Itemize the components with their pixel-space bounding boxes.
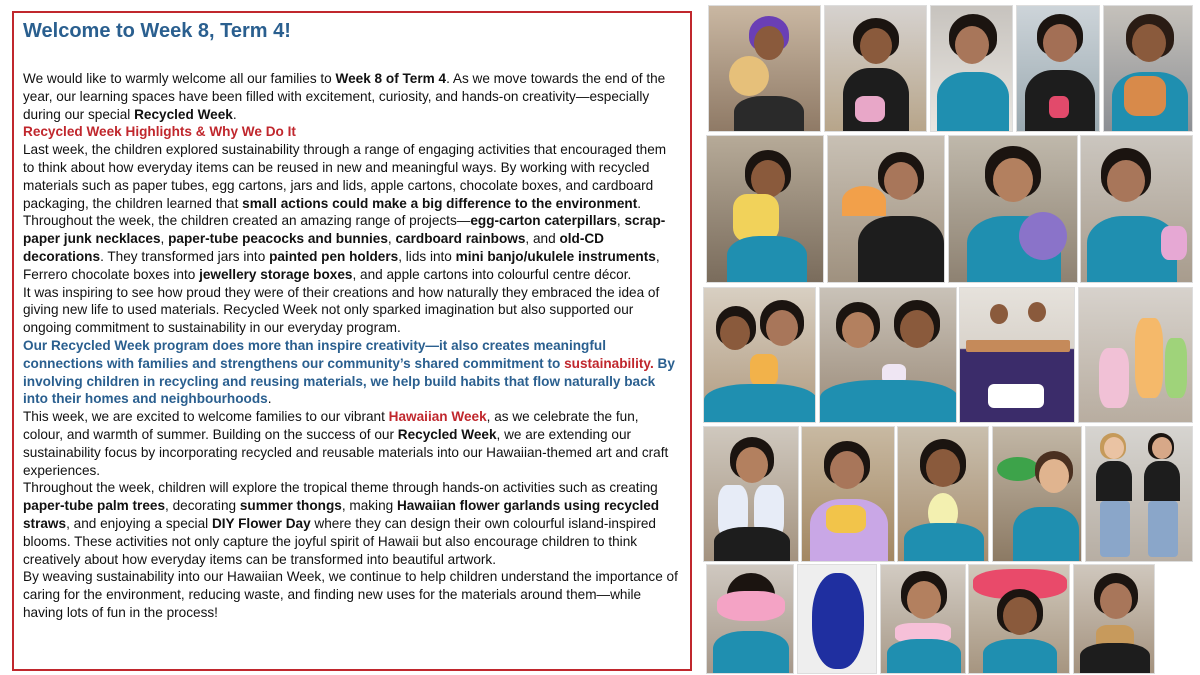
intro-paragraph: We would like to warmly welcome all our families to Week 8 of Term 4. As we move towards the end of the year, our learning spaces have been filled with excitement, curiosity, and hands-on creativity—especially during our special Recycled Week. — [23, 71, 666, 122]
photo-child-flower-mask — [706, 564, 794, 674]
photo-child-craft — [827, 135, 945, 283]
photo-child-craft — [948, 135, 1078, 283]
projects-paragraph: Throughout the week, the children created an amazing range of projects—egg-carton caterpillars, scrap-paper junk necklaces, paper-tube peacocks and bunnies, cardboard rainbows, and old-CD decorations. They transformed jars into painted pen holders, lids into mini banjo/ukulele instruments, Ferrero chocolate boxes into jewellery storage boxes, and apple cartons into colourful centre décor. — [23, 213, 666, 282]
photo-child-craft — [708, 5, 821, 132]
photo-gallery — [700, 0, 1200, 675]
inspiring-paragraph: It was inspiring to see how proud they were of their creations and how naturally they embraced the idea of giving new life to used materials. Recycled Week not only sparked imagination but also supported our ongoing commitment to sustainability in our everyday program. — [23, 284, 660, 336]
photo-child-craft — [819, 287, 957, 423]
photo-child-craft — [824, 5, 927, 132]
page-title: Welcome to Week 8, Term 4! — [23, 20, 291, 42]
photo-child-craft — [1103, 5, 1193, 132]
recycled-paragraph: Last week, the children explored sustainability through a range of engaging activities that encouraged them to think about how everyday items can be reused in new and meaningful ways. By working with recycled materials such as paper tubes, egg cartons, jars and lids, apple cartons, chocolate boxes, and cardboard packaging, the children learned that small actions could make a big difference to the environment. — [23, 142, 667, 211]
photo-child-craft — [703, 287, 816, 423]
photo-painted-thong — [797, 564, 877, 674]
section-heading: Recycled Week Highlights & Why We Do It — [23, 124, 296, 140]
photo-child-craft — [880, 564, 966, 674]
newsletter-textbox — [12, 11, 692, 671]
photo-adult-flower-craft — [968, 564, 1070, 674]
photo-child-craft — [1016, 5, 1100, 132]
community-paragraph: Our Recycled Week program does more than inspire creativity—it also creates meaningful connections with families and strengthens our community’s shared commitment to sustainability. By involving children in recycling and reusing materials, we help build habits that flow naturally back into their homes and neighbourhoods. — [23, 337, 675, 407]
photo-child-craft — [1080, 135, 1193, 283]
photo-child-craft — [1073, 564, 1155, 674]
photo-display-table — [959, 287, 1075, 423]
hawaiian-paragraph: This week, we are excited to welcome families to our vibrant Hawaiian Week, as we celebrate the fun, colour, and warmth of summer. Building on the success of our Recycled Week, we are extending our sustainability focus by incorporating recycled and reusable materials into our Hawaiian-themed art and craft experiences. — [23, 409, 669, 478]
photo-child-craft — [897, 426, 989, 562]
activities-paragraph: Throughout the week, children will explore the tropical theme through hands-on activities such as creating paper-tube palm trees, decorating summer thongs, making Hawaiian flower garlands using recycled straws, and enjoying a special DIY Flower Day where they can design their own colourful island-inspired blooms. These activities not only capture the joyful spirit of Hawaii but also encourage children to think creatively about how everyday items can be transformed into beautiful artwork. — [23, 480, 660, 567]
photo-child-palm-tree — [992, 426, 1082, 562]
photo-two-children — [1085, 426, 1193, 562]
photo-child-craft — [706, 135, 824, 283]
photo-child-craft — [703, 426, 799, 562]
photo-caterpillar-craft — [1078, 287, 1193, 423]
newsletter-body — [23, 70, 681, 622]
photo-child-craft — [930, 5, 1013, 132]
closing-paragraph: By weaving sustainability into our Hawaiian Week, we continue to help children understand the importance of caring for the environment, reducing waste, and finding new uses for the materials around them—while having lots of fun in the process! — [23, 569, 678, 620]
photo-child-craft — [801, 426, 895, 562]
